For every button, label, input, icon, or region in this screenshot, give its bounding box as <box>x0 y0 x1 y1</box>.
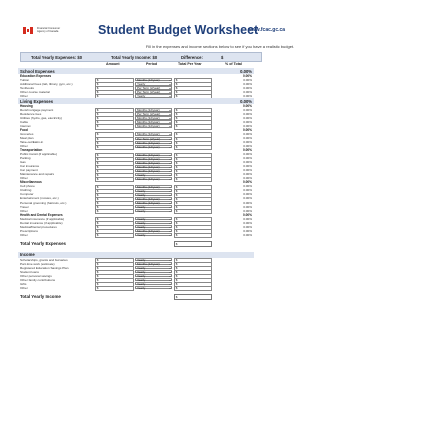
row-label: Tuition <box>20 78 30 82</box>
amount-input[interactable] <box>95 286 134 291</box>
page-header <box>20 22 420 40</box>
period-select[interactable]: Months (12/year) <box>135 262 172 265</box>
period-select[interactable]: Months (12/year) <box>135 141 172 144</box>
row-label: Internet <box>20 124 31 129</box>
subsection-label: Health and Dental Expenses <box>20 212 63 217</box>
subsection-label: Transportation <box>20 148 43 153</box>
row-percent: 0.00% <box>243 220 252 225</box>
row-percent: 0.00% <box>243 120 252 125</box>
period-select[interactable]: Months (12/year) <box>135 120 172 123</box>
period-select[interactable]: Months (12/year) <box>135 108 172 111</box>
page-title: Student Budget Worksheet <box>98 23 259 37</box>
row-percent: 0.00% <box>243 204 252 209</box>
row-label: Computer <box>20 192 34 197</box>
total-label: Total Yearly Income <box>20 293 61 299</box>
row-label: Utilities (hydro, gas, electricity) <box>20 116 62 121</box>
period-select[interactable]: Months (12/year) <box>135 78 172 81</box>
subsection-label: Education Expenses <box>20 74 52 78</box>
subsection-percent: 0.00% <box>242 104 252 109</box>
subsection-label: Housing <box>20 104 33 109</box>
section-label: Income <box>20 252 35 258</box>
period-select[interactable]: Months (12/year) <box>135 185 172 188</box>
row-percent: 0.00% <box>243 184 252 189</box>
column-total-per-year: Total Per Year <box>178 62 202 66</box>
row-percent: 0.00% <box>243 116 252 121</box>
row-label: Registered Education Savings Plan <box>20 265 69 270</box>
period-select[interactable]: Yearly <box>135 233 172 236</box>
period-select[interactable]: Months (12/year) <box>135 132 172 135</box>
row-percent: 0.00% <box>243 160 252 165</box>
difference-label: Difference: <box>181 54 203 60</box>
subsection-percent: 0.00% <box>242 212 252 217</box>
row-label: Car insurance <box>20 164 40 169</box>
row-percent: 0.00% <box>243 232 252 237</box>
subsection-label: Food <box>20 128 28 133</box>
row-percent: 0.00% <box>243 144 252 149</box>
row-label: Other <box>20 232 28 237</box>
row-percent: 0.00% <box>243 132 252 137</box>
period-select[interactable]: Yearly <box>135 189 172 192</box>
row-percent: 0.00% <box>243 124 252 129</box>
period-select[interactable]: Months (12/year) <box>135 169 172 172</box>
website-link[interactable]: www.fcac.gc.ca <box>248 27 286 33</box>
row-label: Scholarships, grants and bursaries <box>20 257 68 262</box>
row-percent: 0.00% <box>243 172 252 177</box>
amount-input[interactable] <box>95 233 134 238</box>
row-label: Cable <box>20 120 29 125</box>
row-percent: 0.00% <box>243 86 252 91</box>
row-label: Textbooks <box>20 86 34 91</box>
period-select[interactable]: Yearly <box>135 173 172 176</box>
column-period: Period <box>146 62 158 66</box>
subsection-percent: 0.00% <box>242 128 252 133</box>
period-select[interactable]: Months (12/year) <box>135 145 172 148</box>
row-label: Public transit (if applicable) <box>20 152 57 157</box>
period-select[interactable]: Yearly <box>135 274 172 277</box>
row-percent: 0.00% <box>243 192 252 197</box>
period-select[interactable]: Per Term (2/year) <box>135 137 172 140</box>
row-label: Medical insurance (if applicable) <box>20 216 65 221</box>
section-percent: 0.00% <box>240 68 252 74</box>
canada-flag-icon <box>23 27 33 34</box>
row-label: Rent/mortgage payment <box>20 108 54 113</box>
period-select[interactable]: Months (12/year) <box>135 229 172 232</box>
period-select[interactable]: Yearly <box>135 193 172 196</box>
total-value-field <box>174 241 212 247</box>
period-select[interactable]: Per Term (2/year) <box>135 112 172 115</box>
total-per-year-field <box>174 233 212 238</box>
total-yearly-expenses <box>18 240 254 248</box>
row-percent: 0.00% <box>243 136 252 141</box>
period-select[interactable]: Yearly <box>135 205 172 208</box>
row-label: Other personal savings <box>20 273 52 278</box>
period-select[interactable]: Yearly <box>135 209 172 212</box>
period-select[interactable]: Yearly <box>135 225 172 228</box>
period-select[interactable]: Months (12/year) <box>135 197 172 200</box>
row-label: Prescriptions <box>20 228 38 233</box>
row-percent: 0.00% <box>243 176 252 181</box>
agency-line-1: Financial Consumer <box>37 27 61 30</box>
period-select[interactable]: Months (12/year) <box>135 177 172 180</box>
total-income-summary: Total Yearly Income: $0 <box>111 54 158 60</box>
period-select[interactable]: Months (12/year) <box>135 153 172 156</box>
row-label: Other family contributions <box>20 277 56 282</box>
row-label: Take-out/Eatin-in <box>20 140 44 145</box>
period-select[interactable]: Yearly <box>135 286 172 289</box>
row-percent: 0.00% <box>243 196 252 201</box>
row-label: Other course material <box>20 90 50 95</box>
total-value-field <box>174 294 212 300</box>
period-select[interactable]: Yearly <box>135 266 172 269</box>
total-expenses-summary: Total Yearly Expenses: $0 <box>31 54 83 60</box>
section-label: Living Expenses <box>20 98 54 104</box>
row-label: Other <box>20 208 28 213</box>
row-percent: 0.00% <box>243 200 252 205</box>
row-percent: 0.00% <box>243 188 252 193</box>
row-percent: 0.00% <box>243 216 252 221</box>
row-percent: 0.00% <box>243 152 252 157</box>
row-label: Medical/Dental procedures <box>20 224 57 229</box>
agency-line-2: Agency of Canada <box>37 30 59 34</box>
period-select[interactable]: Yearly <box>135 282 172 285</box>
total-per-year-field <box>174 286 212 291</box>
row-label: Additional Fees (lab, library, gym, etc.) <box>20 82 73 87</box>
period-select[interactable]: Months (12/year) <box>135 116 172 119</box>
row-label: Parking <box>20 156 31 161</box>
row-label: Maintenance and repairs <box>20 172 55 177</box>
row-percent: 0.00% <box>243 208 252 213</box>
agency-name <box>37 27 73 33</box>
row-percent: 0.00% <box>243 108 252 113</box>
subsection-label: Miscellaneous <box>20 180 42 185</box>
row-percent: 0.00% <box>243 78 252 82</box>
period-select[interactable]: Per Term (2/year) <box>135 90 172 93</box>
period-select[interactable]: Months (12/year) <box>135 124 172 127</box>
row-percent: 0.00% <box>243 94 252 99</box>
row-label: Groceries <box>20 132 34 137</box>
total-label: Total Yearly Expenses <box>20 240 66 246</box>
period-select[interactable]: Yearly <box>135 278 172 281</box>
row-label: Meal plan <box>20 136 34 141</box>
period-select[interactable]: Yearly <box>135 82 172 85</box>
row-label: Clothing <box>20 188 32 193</box>
row-label: Entertainment (movies, etc.) <box>20 196 59 201</box>
difference-value: $ <box>221 54 224 60</box>
period-select[interactable]: Yearly <box>135 258 172 261</box>
instructions-text: Fill in the expenses and income sections below to see if you have a realistic budget. <box>145 44 295 49</box>
row-label: Other <box>20 144 28 149</box>
row-label: Residence fees <box>20 112 42 117</box>
period-select[interactable]: Yearly <box>135 94 172 97</box>
row-percent: 0.00% <box>243 90 252 95</box>
row-label: Other <box>20 176 28 181</box>
row-label: Part-time work (estimate) <box>20 261 55 266</box>
row-percent: 0.00% <box>243 164 252 169</box>
table-row <box>18 286 254 290</box>
table-row <box>18 233 254 237</box>
subsection-percent: 0.00% <box>242 148 252 153</box>
period-select[interactable]: Yearly <box>135 217 172 220</box>
period-select[interactable]: Per Term (2/year) <box>135 86 172 89</box>
section-percent: 0.00% <box>240 98 252 104</box>
section-label: School Expenses <box>20 68 55 74</box>
row-percent: 0.00% <box>243 140 252 145</box>
row-label: Cell phone <box>20 184 35 189</box>
summary-bar <box>20 52 262 62</box>
row-percent: 0.00% <box>243 224 252 229</box>
column-amount: Amount <box>106 62 120 66</box>
row-label: Gifts <box>20 281 27 286</box>
row-percent: 0.00% <box>243 168 252 173</box>
row-label: Gas <box>20 160 26 165</box>
row-percent: 0.00% <box>243 156 252 161</box>
row-label: Personal grooming (haircuts, etc.) <box>20 200 67 205</box>
row-percent: 0.00% <box>243 112 252 117</box>
row-label: Travel <box>20 204 29 209</box>
row-label: Student loans <box>20 269 39 274</box>
column-percent-total: % of Total <box>225 62 242 66</box>
period-select[interactable]: Months (12/year) <box>135 157 172 160</box>
row-percent: 0.00% <box>243 82 252 87</box>
period-select[interactable]: Yearly <box>135 270 172 273</box>
row-percent: 0.00% <box>243 228 252 233</box>
total-yearly-income <box>18 293 254 301</box>
period-select[interactable]: Months (12/year) <box>135 201 172 204</box>
subsection-percent: 0.00% <box>242 180 252 185</box>
row-label: Car payment <box>20 168 38 173</box>
row-label: Dental insurance (if applicable) <box>20 220 63 225</box>
subsection-percent: 0.00% <box>242 74 252 78</box>
row-label: Other <box>20 285 28 290</box>
period-select[interactable]: Yearly <box>135 221 172 224</box>
row-label: Other <box>20 94 28 99</box>
period-select[interactable]: Months (12/year) <box>135 161 172 164</box>
period-select[interactable]: Months (12/year) <box>135 165 172 168</box>
